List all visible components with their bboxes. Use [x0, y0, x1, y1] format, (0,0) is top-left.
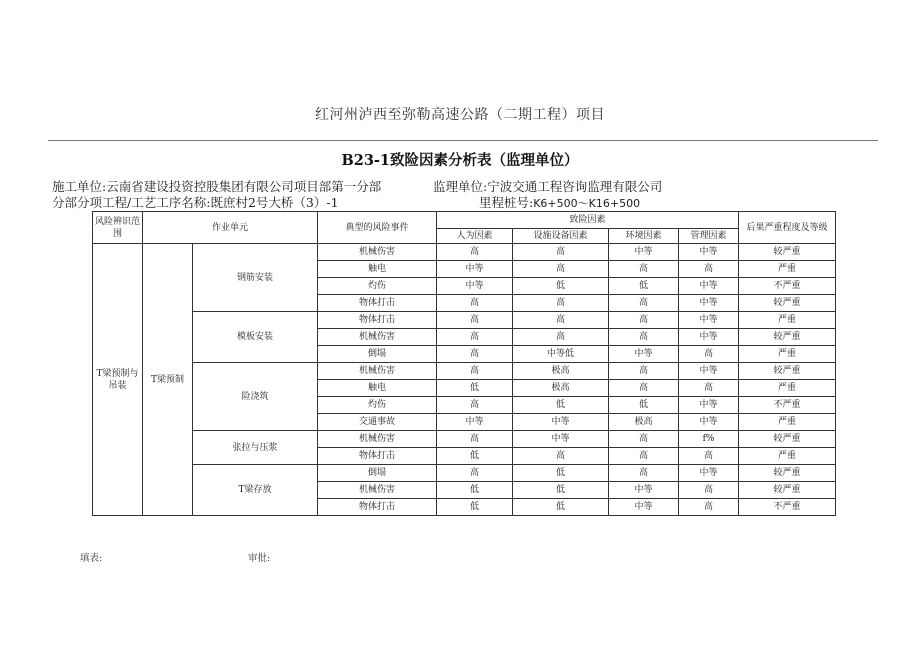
- header-management: 管理因素: [679, 229, 739, 244]
- subproject-label: 分部分项工程/工艺工序名称:: [52, 195, 211, 210]
- header-human: 人为因素: [437, 229, 513, 244]
- equipment-cell: 低: [513, 499, 609, 516]
- management-cell: 中等: [679, 329, 739, 346]
- construction-unit-label: 施工单位:: [52, 179, 107, 194]
- human-cell: 中等: [437, 261, 513, 278]
- management-cell: 中等: [679, 278, 739, 295]
- environment-cell: 高: [609, 312, 679, 329]
- header-factors: 致险因素: [437, 212, 739, 229]
- environment-cell: 中等: [609, 482, 679, 499]
- risk-event-cell: 灼伤: [318, 397, 437, 414]
- fill-label: 填表:: [80, 553, 103, 564]
- subproject-line: [52, 193, 339, 211]
- environment-cell: 高: [609, 465, 679, 482]
- human-cell: 中等: [437, 278, 513, 295]
- severity-cell: 不严重: [739, 278, 836, 295]
- risk-event-cell: 倒塌: [318, 346, 437, 363]
- equipment-cell: 高: [513, 312, 609, 329]
- management-cell: 高: [679, 380, 739, 397]
- human-cell: 低: [437, 482, 513, 499]
- management-cell: 中等: [679, 312, 739, 329]
- equipment-cell: 低: [513, 278, 609, 295]
- severity-cell: 较严重: [739, 244, 836, 261]
- project-title: 红河州泸西至弥勒高速公路（二期工程）项目: [315, 107, 605, 123]
- equipment-cell: 中等低: [513, 346, 609, 363]
- risk-event-cell: 机械伤害: [318, 431, 437, 448]
- severity-cell: 较严重: [739, 363, 836, 380]
- severity-cell: 不严重: [739, 397, 836, 414]
- severity-cell: 较严重: [739, 465, 836, 482]
- risk-event-cell: 触电: [318, 380, 437, 397]
- severity-cell: 严重: [739, 261, 836, 278]
- risk-event-cell: 灼伤: [318, 278, 437, 295]
- human-cell: 高: [437, 329, 513, 346]
- supervision-unit-value: 宁波交通工程咨询监理有限公司: [487, 179, 663, 194]
- table-row: [93, 312, 836, 329]
- risk-event-cell: 物体打击: [318, 295, 437, 312]
- management-cell: 中等: [679, 295, 739, 312]
- severity-cell: 严重: [739, 380, 836, 397]
- management-cell: 中等: [679, 465, 739, 482]
- equipment-cell: 极高: [513, 380, 609, 397]
- table-row: [93, 244, 836, 261]
- table-row: [93, 465, 836, 482]
- sub-scope-cell: T梁预制: [143, 244, 193, 516]
- table-row: [93, 363, 836, 380]
- risk-event-cell: 交通事故: [318, 414, 437, 431]
- work-unit-cell: T梁存放: [193, 465, 318, 516]
- environment-cell: 高: [609, 380, 679, 397]
- human-cell: 高: [437, 397, 513, 414]
- equipment-cell: 高: [513, 261, 609, 278]
- severity-cell: 不严重: [739, 499, 836, 516]
- severity-cell: 较严重: [739, 329, 836, 346]
- header-row: [93, 212, 836, 229]
- header-severity: 后果严重程度及等级: [739, 212, 836, 244]
- environment-cell: 高: [609, 363, 679, 380]
- mileage-label: 里程桩号:: [479, 195, 534, 210]
- severity-cell: 较严重: [739, 431, 836, 448]
- human-cell: 高: [437, 312, 513, 329]
- human-cell: 低: [437, 448, 513, 465]
- equipment-cell: 低: [513, 482, 609, 499]
- risk-event-cell: 机械伤害: [318, 363, 437, 380]
- management-cell: 中等: [679, 414, 739, 431]
- management-cell: 高: [679, 482, 739, 499]
- environment-cell: 高: [609, 431, 679, 448]
- environment-cell: 中等: [609, 346, 679, 363]
- environment-cell: 高: [609, 295, 679, 312]
- severity-cell: 严重: [739, 346, 836, 363]
- environment-cell: 中等: [609, 499, 679, 516]
- risk-scope-cell: T梁预制与吊装: [93, 244, 143, 516]
- supervision-unit-label: 监理单位:: [433, 179, 488, 194]
- approve-label: 审批:: [248, 553, 271, 564]
- construction-unit-value: 云南省建设投资控股集团有限公司项目部第一分部: [106, 179, 382, 194]
- work-unit-cell: 钢筋安装: [193, 244, 318, 312]
- management-cell: 高: [679, 261, 739, 278]
- risk-event-cell: 物体打击: [318, 312, 437, 329]
- human-cell: 高: [437, 431, 513, 448]
- human-cell: 低: [437, 380, 513, 397]
- mileage-value: K6+500～K16+500: [533, 197, 641, 210]
- environment-cell: 高: [609, 448, 679, 465]
- work-unit-cell: 张拉与压浆: [193, 431, 318, 465]
- environment-cell: 极高: [609, 414, 679, 431]
- work-unit-cell: 模板安装: [193, 312, 318, 363]
- table-row: [93, 431, 836, 448]
- human-cell: 高: [437, 295, 513, 312]
- equipment-cell: 高: [513, 244, 609, 261]
- management-cell: 中等: [679, 363, 739, 380]
- human-cell: 高: [437, 244, 513, 261]
- equipment-cell: 低: [513, 397, 609, 414]
- header-typical-risk: 典型的风险事件: [318, 212, 437, 244]
- header-work-unit: 作业单元: [143, 212, 318, 244]
- risk-event-cell: 物体打击: [318, 499, 437, 516]
- environment-cell: 低: [609, 278, 679, 295]
- risk-event-cell: 机械伤害: [318, 329, 437, 346]
- mileage-line: [479, 193, 640, 211]
- work-unit-cell: 险浇筑: [193, 363, 318, 431]
- management-cell: 中等: [679, 244, 739, 261]
- management-cell: f%: [679, 431, 739, 448]
- human-cell: 高: [437, 363, 513, 380]
- equipment-cell: 中等: [513, 431, 609, 448]
- severity-cell: 较严重: [739, 482, 836, 499]
- risk-event-cell: 物体打击: [318, 448, 437, 465]
- equipment-cell: 高: [513, 329, 609, 346]
- severity-cell: 较严重: [739, 295, 836, 312]
- equipment-cell: 高: [513, 295, 609, 312]
- human-cell: 中等: [437, 414, 513, 431]
- equipment-cell: 中等: [513, 414, 609, 431]
- header-environment: 环境因素: [609, 229, 679, 244]
- risk-event-cell: 机械伤害: [318, 244, 437, 261]
- subproject-value: 既庶村2号大桥（3）-1: [210, 195, 339, 210]
- equipment-cell: 低: [513, 465, 609, 482]
- header-equipment: 设施设备因素: [513, 229, 609, 244]
- human-cell: 高: [437, 465, 513, 482]
- human-cell: 高: [437, 346, 513, 363]
- severity-cell: 严重: [739, 448, 836, 465]
- risk-event-cell: 倒塌: [318, 465, 437, 482]
- risk-event-cell: 机械伤害: [318, 482, 437, 499]
- environment-cell: 高: [609, 261, 679, 278]
- risk-event-cell: 触电: [318, 261, 437, 278]
- human-cell: 低: [437, 499, 513, 516]
- equipment-cell: 高: [513, 448, 609, 465]
- risk-factor-table: [92, 211, 836, 516]
- severity-cell: 严重: [739, 312, 836, 329]
- equipment-cell: 极高: [513, 363, 609, 380]
- environment-cell: 低: [609, 397, 679, 414]
- header-divider: [48, 140, 878, 141]
- risk-table-body: [93, 212, 836, 516]
- environment-cell: 中等: [609, 244, 679, 261]
- management-cell: 高: [679, 448, 739, 465]
- management-cell: 高: [679, 499, 739, 516]
- management-cell: 高: [679, 346, 739, 363]
- header-risk-scope: 风险辨识范围: [93, 212, 143, 244]
- environment-cell: 高: [609, 329, 679, 346]
- document-title: B23-1致险因素分析表（监理单位）: [341, 152, 579, 169]
- severity-cell: 严重: [739, 414, 836, 431]
- management-cell: 中等: [679, 397, 739, 414]
